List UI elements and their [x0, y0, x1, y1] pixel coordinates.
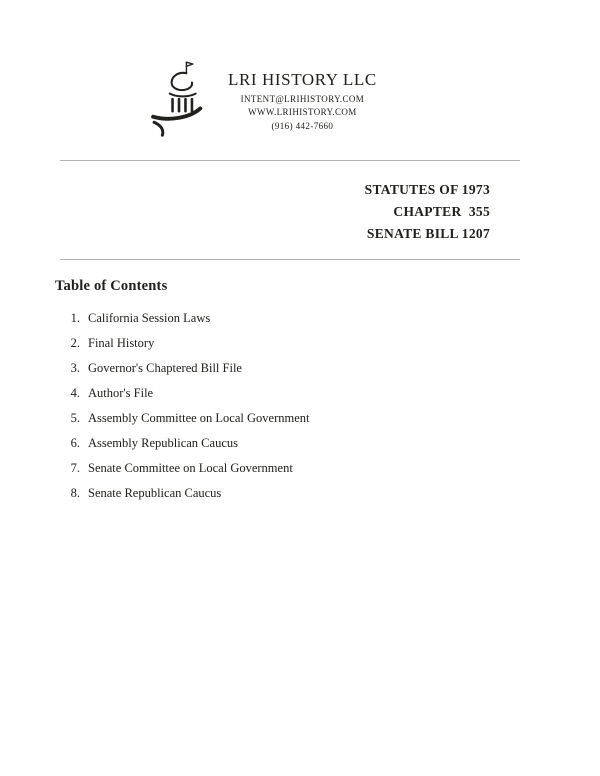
toc-heading: Table of Contents: [55, 278, 168, 294]
toc-item: [55, 312, 600, 325]
toc-item-number: 7.: [70, 461, 80, 475]
toc-item-number: 3.: [70, 361, 80, 375]
toc-item: [55, 487, 600, 500]
toc-list: [55, 312, 600, 500]
statutes-line: STATUTES OF 1973: [364, 182, 490, 197]
toc-item-number: 4.: [70, 386, 80, 400]
letterhead: [0, 0, 600, 144]
toc-item-label: Assembly Committee on Local Government: [88, 411, 310, 425]
website-text: WWW.LRIHISTORY.COM: [248, 107, 357, 117]
company-name: LRI HISTORY LLC: [228, 70, 377, 89]
senate-bill-line: SENATE BILL 1207: [366, 226, 490, 241]
toc-item: [55, 337, 600, 350]
toc-item: [55, 412, 600, 425]
capitol-logo-icon: [142, 58, 216, 144]
toc-item-label: Senate Committee on Local Government: [88, 461, 293, 475]
table-of-contents: [0, 260, 600, 500]
toc-item-label: California Session Laws: [88, 311, 211, 325]
toc-item: [55, 437, 600, 450]
toc-item-label: Governor's Chaptered Bill File: [88, 361, 242, 375]
toc-item-number: 2.: [70, 336, 80, 350]
toc-item-label: Author's File: [88, 386, 154, 400]
toc-item: [55, 362, 600, 375]
toc-item: [55, 462, 600, 475]
toc-item-label: Final History: [88, 336, 155, 350]
toc-item-number: 5.: [70, 411, 80, 425]
letterhead-text: [228, 58, 377, 131]
toc-item-number: 1.: [70, 311, 80, 325]
toc-item-label: Senate Republican Caucus: [88, 486, 222, 500]
toc-item-number: 6.: [70, 436, 80, 450]
email-text: INTENT@LRIHISTORY.COM: [240, 93, 365, 104]
toc-item: [55, 387, 600, 400]
bill-reference: [0, 161, 600, 245]
toc-item-number: 8.: [70, 486, 80, 500]
toc-item-label: Assembly Republican Caucus: [88, 436, 238, 450]
chapter-line: CHAPTER 355: [393, 204, 490, 219]
phone-text: (916) 442-7660: [271, 120, 334, 131]
